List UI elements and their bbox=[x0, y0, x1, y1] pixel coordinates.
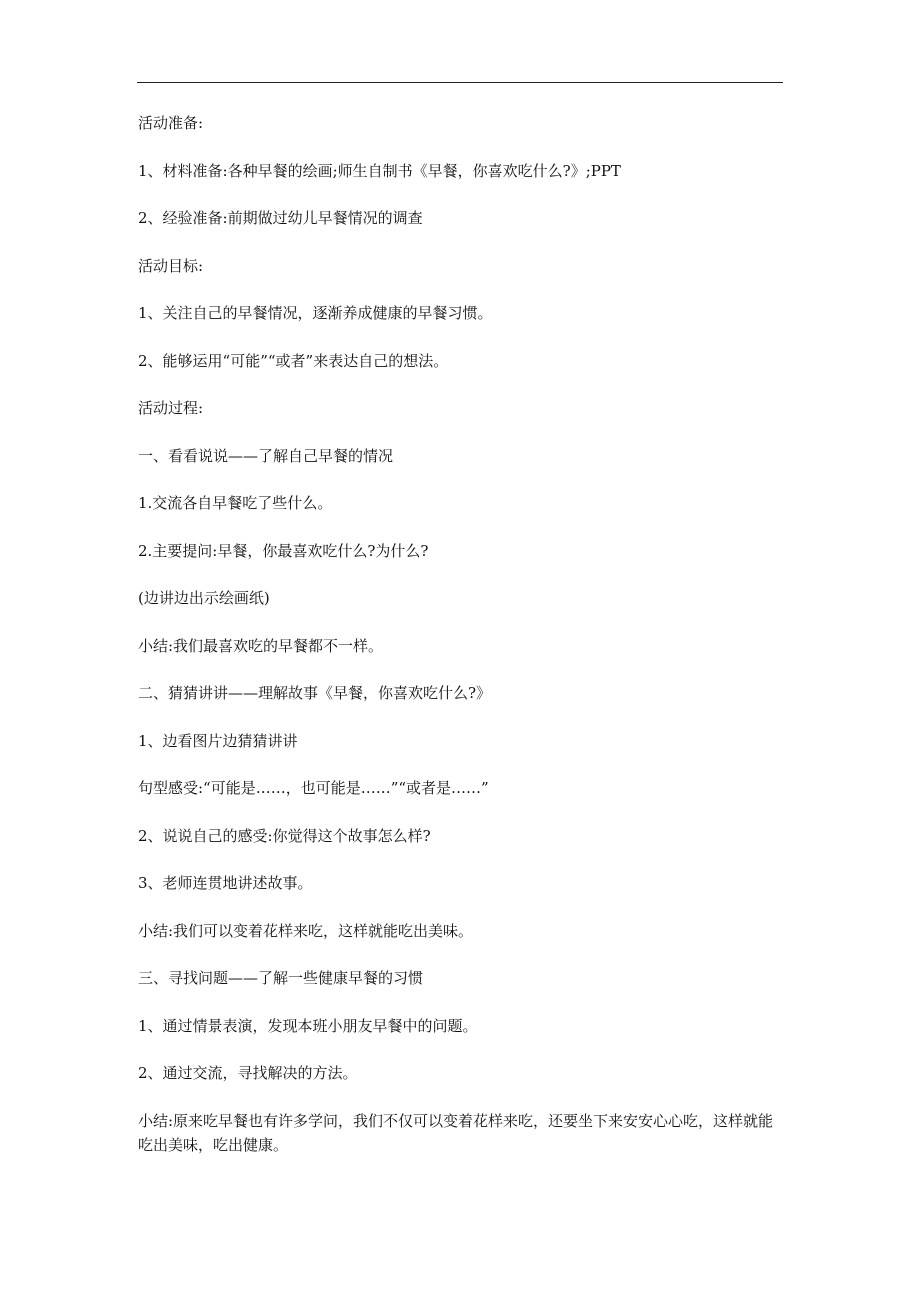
paragraph-goal-1: 1、关注自己的早餐情况，逐渐养成健康的早餐习惯。 bbox=[138, 304, 493, 322]
paragraph-step-2-3: 3、老师连贯地讲述故事。 bbox=[138, 874, 313, 892]
paragraph-goal-2: 2、能够运用“可能”“或者”来表达自己的想法。 bbox=[138, 351, 449, 370]
paragraph-step-2-1: 1、边看图片边猜猜讲讲 bbox=[138, 731, 298, 750]
step-heading-2: 二、猜猜讲讲——理解故事《早餐，你喜欢吃什么?》 bbox=[138, 684, 492, 702]
paragraph-step-1-1: 1.交流各自早餐吃了些什么。 bbox=[138, 494, 333, 512]
paragraph-step-3-1: 1、通过情景表演，发现本班小朋友早餐中的问题。 bbox=[138, 1016, 478, 1035]
paragraph-summary-1: 小结:我们最喜欢吃的早餐都不一样。 bbox=[138, 636, 384, 655]
paragraph-step-2-2: 2、说说自己的感受:你觉得这个故事怎么样? bbox=[138, 826, 431, 845]
section-heading-goals: 活动目标: bbox=[138, 256, 204, 275]
header-rule bbox=[137, 82, 783, 83]
step-heading-1: 一、看看说说——了解自己早餐的情况 bbox=[138, 446, 394, 465]
paragraph-summary-2: 小结:我们可以变着花样来吃，这样就能吃出美味。 bbox=[138, 921, 474, 940]
document-body bbox=[138, 111, 788, 1157]
paragraph-step-3-2: 2、通过交流，寻找解决的方法。 bbox=[138, 1064, 358, 1082]
paragraph-step-1-2: 2.主要提问:早餐，你最喜欢吃什么?为什么? bbox=[138, 541, 429, 560]
paragraph-material-prep: 1、材料准备:各种早餐的绘画;师生自制书《早餐，你喜欢吃什么?》;PPT bbox=[138, 161, 621, 180]
paragraph-sentence-pattern: 句型感受:“可能是……，也可能是……”“或者是……” bbox=[138, 779, 489, 797]
paragraph-step-1-note: (边讲边出示绘画纸) bbox=[138, 589, 270, 607]
step-heading-3: 三、寻找问题——了解一些健康早餐的习惯 bbox=[138, 969, 424, 987]
paragraph-experience-prep: 2、经验准备:前期做过幼儿早餐情况的调查 bbox=[138, 209, 423, 227]
paragraph-summary-3: 小结:原来吃早餐也有许多学问，我们不仅可以变着花样来吃，还要坐下来安安心心吃，这样就能吃出美味，吃出健康。 bbox=[138, 1111, 774, 1154]
section-heading-preparation: 活动准备: bbox=[138, 114, 204, 132]
section-heading-process: 活动过程: bbox=[138, 399, 204, 417]
